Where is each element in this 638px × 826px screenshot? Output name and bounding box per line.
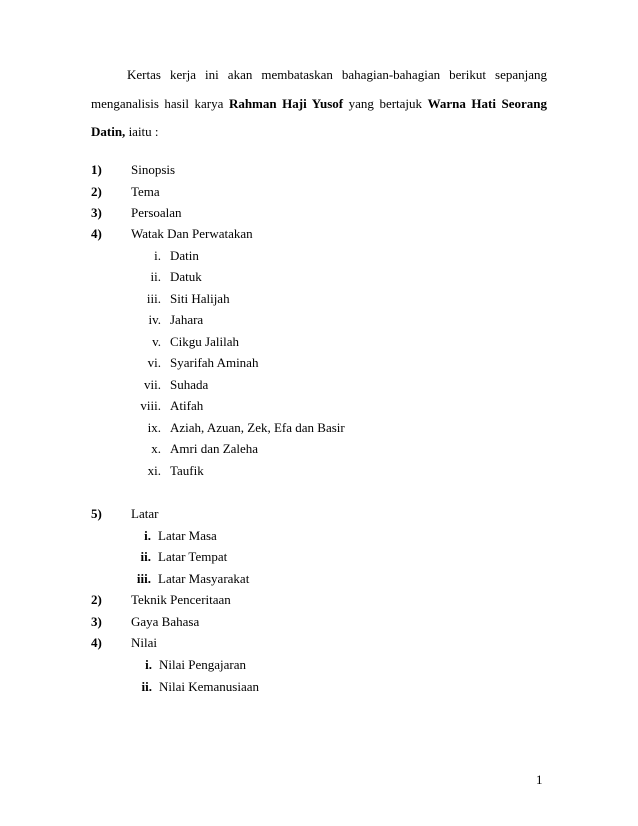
sub-item-label: Datuk bbox=[170, 269, 202, 284]
work-title-part-1: Warna Hati Seorang bbox=[427, 96, 548, 111]
intro-line-2 bbox=[91, 97, 547, 110]
item-number: 4) bbox=[91, 226, 102, 241]
roman-numeral: i. bbox=[154, 248, 161, 263]
intro-line-3 bbox=[91, 125, 547, 138]
intro-text-2a: menganalisis hasil karya bbox=[91, 96, 224, 111]
item-label: Watak Dan Perwatakan bbox=[131, 226, 253, 241]
work-title-part-2: Datin, bbox=[91, 124, 126, 139]
roman-numeral: ii. bbox=[150, 269, 161, 284]
roman-numeral: ii. bbox=[141, 679, 152, 694]
sub-item-label: Latar Masyarakat bbox=[158, 571, 250, 586]
sub-item-label: Datin bbox=[170, 248, 199, 263]
roman-numeral: xi. bbox=[147, 463, 161, 478]
roman-numeral: iii. bbox=[136, 571, 151, 586]
sub-item-label: Latar Tempat bbox=[158, 549, 228, 564]
item-label: Nilai bbox=[131, 635, 157, 650]
item-number: 4) bbox=[91, 635, 102, 650]
roman-numeral: iv. bbox=[148, 312, 161, 327]
intro-text-3: iaitu : bbox=[125, 124, 159, 139]
sub-item-label: Syarifah Aminah bbox=[170, 355, 259, 370]
item-number: 2) bbox=[91, 592, 102, 607]
item-label: Sinopsis bbox=[131, 162, 176, 177]
page-number: 1 bbox=[536, 772, 543, 787]
sub-item-label: Taufik bbox=[170, 463, 204, 478]
item-number: 3) bbox=[91, 614, 102, 629]
roman-numeral: x. bbox=[151, 441, 161, 456]
item-number: 2) bbox=[91, 184, 102, 199]
intro-text-2b: yang bertajuk bbox=[348, 96, 423, 111]
item-number: 1) bbox=[91, 162, 102, 177]
item-label: Latar bbox=[131, 506, 159, 521]
sub-item-label: Jahara bbox=[170, 312, 204, 327]
item-label: Persoalan bbox=[131, 205, 182, 220]
intro-line-1 bbox=[91, 68, 547, 81]
item-label: Tema bbox=[131, 184, 160, 199]
roman-numeral: viii. bbox=[140, 398, 161, 413]
roman-numeral: vii. bbox=[144, 377, 161, 392]
item-number: 3) bbox=[91, 205, 102, 220]
roman-numeral: iii. bbox=[146, 291, 161, 306]
sub-item-label: Amri dan Zaleha bbox=[170, 441, 259, 456]
item-label: Gaya Bahasa bbox=[131, 614, 200, 629]
roman-numeral: i. bbox=[145, 657, 152, 672]
author-name: Rahman Haji Yusof bbox=[228, 96, 344, 111]
roman-numeral: i. bbox=[144, 528, 151, 543]
sub-item-label: Suhada bbox=[170, 377, 209, 392]
roman-numeral: vi. bbox=[147, 355, 161, 370]
intro-text-1: Kertas kerja ini akan membataskan bahagian-bahagian berikut sepanjang bbox=[127, 67, 547, 82]
sub-item-label: Latar Masa bbox=[158, 528, 217, 543]
sub-item-label: Atifah bbox=[170, 398, 204, 413]
sub-item-label: Siti Halijah bbox=[170, 291, 230, 306]
sub-item-label: Aziah, Azuan, Zek, Efa dan Basir bbox=[170, 420, 345, 435]
sub-item-label: Nilai Pengajaran bbox=[159, 657, 246, 672]
item-label: Teknik Penceritaan bbox=[131, 592, 231, 607]
sub-item-label: Cikgu Jalilah bbox=[170, 334, 239, 349]
roman-numeral: v. bbox=[152, 334, 161, 349]
roman-numeral: ii. bbox=[140, 549, 151, 564]
item-number: 5) bbox=[91, 506, 102, 521]
sub-item-label: Nilai Kemanusiaan bbox=[159, 679, 259, 694]
roman-numeral: ix. bbox=[147, 420, 161, 435]
